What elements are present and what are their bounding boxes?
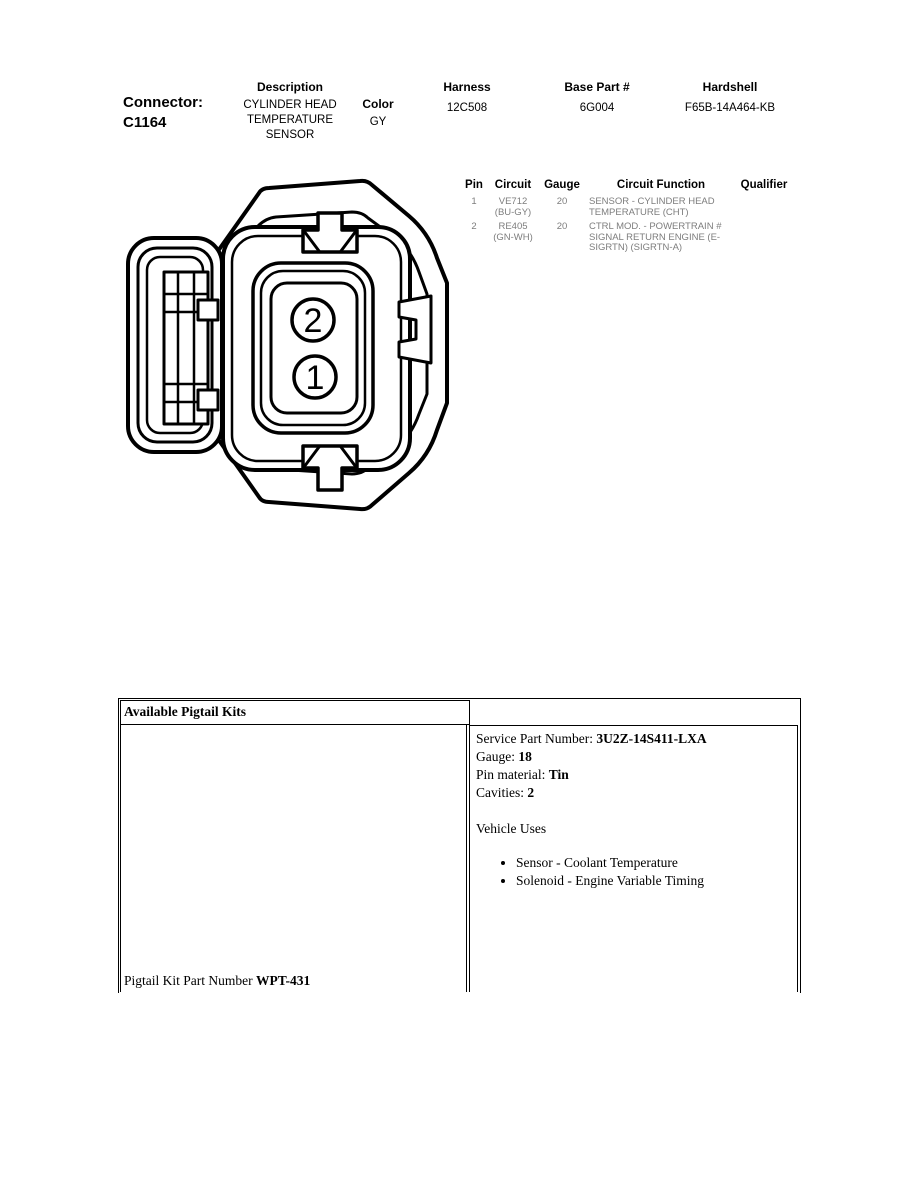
detail-line — [476, 766, 791, 784]
vehicle-uses-title: Vehicle Uses — [476, 821, 547, 836]
header-col-color — [350, 97, 406, 130]
pin-table-header-gauge: Gauge — [544, 179, 580, 191]
detail-value: Tin — [548, 767, 569, 782]
detail-value: 2 — [527, 785, 535, 800]
pigtail-right-cell — [469, 725, 798, 992]
harness-label: Harness — [443, 80, 491, 94]
description-value: CYLINDER HEAD TEMPERATURE SENSOR — [243, 99, 337, 141]
description-label: Description — [256, 80, 323, 94]
detail-value: 3U2Z-14S411-LXA — [596, 731, 707, 746]
header-col-hardshell — [665, 80, 795, 116]
hardshell-value: F65B-14A464-KB — [684, 102, 776, 114]
kit-value: WPT-431 — [256, 973, 311, 988]
kit-label: Pigtail Kit Part Number — [124, 973, 256, 988]
detail-label: Gauge: — [476, 749, 519, 764]
pigtail-left-cell — [120, 725, 467, 992]
pin-table-header-pin: Pin — [465, 179, 483, 191]
cavity-2-number: 2 — [303, 302, 323, 340]
hardshell-label: Hardshell — [702, 80, 758, 94]
detail-label: Pin material: — [476, 767, 549, 782]
detail-label: Service Part Number: — [476, 731, 597, 746]
detail-line — [476, 730, 791, 748]
gauge-cell: 20 — [556, 221, 568, 232]
vehicle-use-item: • Solenoid - Engine Variable Timing — [516, 872, 791, 890]
color-value: GY — [369, 116, 387, 128]
detail-line — [476, 748, 791, 766]
pin-cell: 1 — [471, 196, 477, 207]
connector-diagram — [122, 168, 462, 528]
pigtail-kits-title-box — [120, 700, 470, 725]
connector-title — [123, 93, 203, 133]
pigtail-kit-part-number-line — [124, 972, 310, 990]
gauge-cell: 20 — [556, 196, 568, 207]
vehicle-use-item: • Sensor - Coolant Temperature — [516, 854, 791, 872]
base-part-label: Base Part # — [564, 80, 630, 94]
header-col-harness — [417, 80, 517, 116]
harness-value: 12C508 — [446, 102, 488, 114]
pin-table-header-circuit: Circuit — [494, 179, 532, 191]
cavity-1-number: 1 — [305, 359, 325, 397]
vehicle-uses-list — [476, 854, 791, 890]
pigtail-kits-title: Available Pigtail Kits — [124, 704, 246, 719]
detail-line — [476, 784, 791, 802]
base-part-value: 6G004 — [579, 102, 615, 114]
pin-table-header-qualifier: Qualifier — [740, 179, 788, 191]
circuit-cell: VE712 (BU-GY) — [494, 196, 532, 218]
header-col-description — [225, 80, 355, 143]
circuit-cell: RE405 (GN-WH) — [493, 221, 533, 243]
color-label: Color — [362, 97, 394, 111]
pin-cell: 2 — [471, 221, 477, 232]
function-cell: CTRL MOD. - POWERTRAIN # SIGNAL RETURN ENGINE (E- SIGRTN) (SIGRTN-A) — [589, 221, 722, 253]
detail-value: 18 — [518, 749, 532, 764]
detail-label: Cavities: — [476, 785, 528, 800]
connector-label: Connector: — [123, 94, 203, 111]
header-col-base-part — [547, 80, 647, 116]
pin-table-header-function: Circuit Function — [616, 179, 706, 191]
spacer — [476, 802, 791, 820]
connector-id: C1164 — [123, 114, 167, 131]
function-cell: SENSOR - CYLINDER HEAD TEMPERATURE (CHT) — [589, 196, 715, 218]
